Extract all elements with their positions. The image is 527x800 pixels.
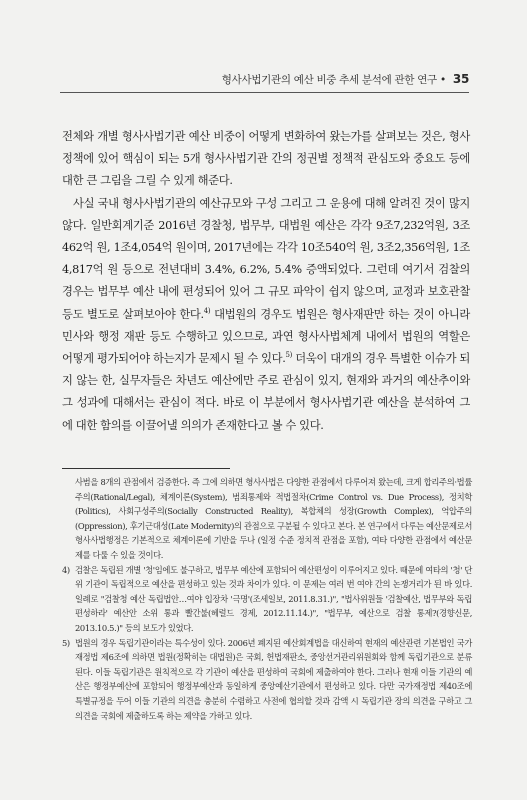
header-rule [60, 92, 469, 93]
running-header [60, 72, 469, 87]
footnote-continuation: 사범을 8개의 관점에서 검증한다. 즉 그에 의하면 형사사법은 다양한 관점에서 다루어져 왔는데, 크게 합리주의·법률주의(Rational/Legal), 체계이론(System), 범죄통제와 적법절차(Crime Control vs. Due Process), 정치학(Politics), 사회구성주의(Socially Constructed Reality), 복합체의 성장(Growth Complex), 억압주의(Oppression), 후기근대성(Late Modernity)의 관점으로 구분될 수 있다고 본다. 본 연구에서 다루는 예산문제로서 형사사법행정은 기본적으로 체계이론에 기반을 두나 (일정 수준 정치적 관점을 포함), 여타 다양한 관점에서 예산문제를 다룰 수 있을 것이다. [75, 477, 472, 560]
running-header-title: 형사사법기관의 예산 비중 추세 분석에 관한 연구 [221, 74, 437, 86]
footnotes [62, 475, 472, 723]
body-paragraph [62, 193, 470, 437]
footnote-4 [62, 563, 472, 636]
footnote-text: 검찰은 독립된 개별 '청'임에도 불구하고, 법무부 예산에 포함되어 예산편성이 이루어지고 있다. 때문에 여타의 '청' 단위 기관이 독립적으로 예산을 편성하고 있는 것과 차이가 있다. 이 문제는 여러 번 여야 간의 논쟁거리가 된 바 있다. 일례로 "검찰청 예산 독립법안…여야 입장차 '극명'(조세일보, 2011.8.31.)", "법사위원들 '검찰예산, 법무부와 독립 편성하라' 예산안 소위 통과 빨간불(헤럴드 경제, 2012.11.14.)", "법무부, 예산으로 검찰 통제?(경향신문, 2013.10.5.)" 등의 보도가 있었다. [75, 564, 472, 633]
footnote-ref-5[interactable]: 5) [285, 351, 292, 360]
body-text [62, 126, 470, 437]
body-paragraph: 전체와 개별 형사사법기관 예산 비중이 어떻게 변화하여 왔는가를 살펴보는 것은, 형사정책에 있어 핵심이 되는 5개 형사사법기관 간의 정권별 정책적 관심도와 중요도 등에 대한 큰 그림을 그릴 수 있게 해준다. [62, 130, 470, 188]
footnote-text: 법원의 경우 독립기관이라는 특수성이 있다. 2006년 폐지된 예산회계법을 대신하여 현재의 예산관련 기본법인 국가재정법 제6조에 의하면 법원(정확히는 대법원)은 국회, 헌법재판소, 중앙선거관리위원회와 함께 독립기관으로 분류된다. 이들 독립기관은 원칙적으로 각 기관이 예산을 편성하여 국회에 제출하여야 한다. 그러나 현재 이들 기관의 예산은 행정부예산에 포함되어 행정부예산과 동일하게 중앙예산기관에서 편성하고 있다. 다만 국가재정법 제40조에 특별규정을 두어 이들 기관의 의견을 충분히 수렴하고 사전에 협의할 것과 감액 시 독립기관 장의 의견을 구하고 그 의견을 국회에 제출하도록 하는 제약을 가하고 있다. [75, 637, 472, 721]
body-text-segment: 대법원의 경우도 법원은 형사재판만 하는 것이 아니라 민사와 행정 재판 등도 수행하고 있으므로, 과연 형사사법체계 내에서 법원의 역할은 어떻게 평가되어야 하는지가 문제시 될 수 있다. [62, 307, 470, 366]
footnote-5 [62, 636, 472, 724]
body-text-segment: 사실 국내 형사사법기관의 예산규모와 구성 그리고 그 운용에 대해 알려진 것이 많지 않다. 일반회계기준 2016년 경찰청, 법무부, 대법원 예산은 각각 9조7,232억원, 3조462억 원, 1조4,054억 원이며, 2017년에는 각각 10조540억 원, 3조2,356억원, 1조4,817억 원 등으로 전년대비 3.4%, 6.2%, 5.4% 증액되었다. 그런데 여기서 검찰의 경우는 법무부 예산 내에 편성되어 있어 그 규모 파악이 쉽지 않으며, 교정과 보호관찰 등도 별도로 살펴보아야 한다. [62, 196, 470, 321]
running-header-bullet: • [439, 74, 446, 86]
footnote-number: 5) [62, 637, 70, 648]
body-text-segment: 더욱이 대개의 경우 특별한 이슈가 되지 않는 한, 실무자들은 차년도 예산에만 주로 관심이 있지, 현재와 과거의 예산추이와 그 성과에 대해서는 관심이 적다. 바로 이 부분에서 형사사법기관 예산을 분석하여 그에 대한 함의를 이끌어낼 의의가 존재한다고 볼 수 있다. [62, 352, 470, 432]
footnote-divider [62, 468, 230, 469]
footnote-number: 4) [62, 564, 70, 575]
footnote-ref-4[interactable]: 4) [203, 306, 211, 315]
page-number: 35 [452, 72, 469, 86]
